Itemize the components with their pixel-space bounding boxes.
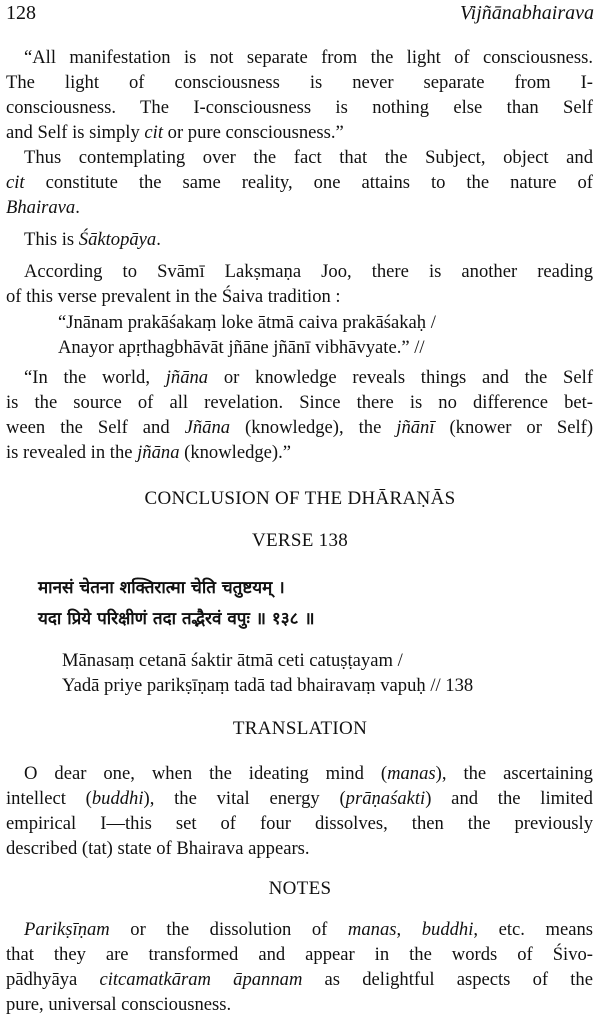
world-line-3: [6, 416, 593, 440]
notes-line-4: pure, universal consciousness.: [6, 994, 232, 1015]
world-line-4-post: (knowledge).”: [179, 442, 292, 463]
quote1-line-3: consciousness. The I-consciousness is nothing else than Self: [6, 97, 593, 118]
notes-line-1-post: , etc. means: [473, 919, 593, 940]
thus-line-2-rest: constitute the same reality, one attains to the nature of: [24, 172, 593, 193]
world-line-3-post: (knower or Self): [434, 417, 594, 438]
translation-line-3: empirical I—this set of four dissolves, then the previously: [6, 813, 593, 834]
quote1-line-1: “All manifestation is not separate from the light of consciousness.: [24, 47, 593, 68]
world-line-3-mid: (knowledge), the: [230, 417, 397, 438]
notes-line-1-sep: ,: [396, 919, 422, 940]
notes-line-2: that they are transformed and appear in the words of Śivo-: [6, 944, 593, 965]
pranasakti-term: prāṇaśakti: [345, 788, 426, 809]
world-line-3-pre: ween the Self and: [6, 417, 185, 438]
notes-line-1-mid: or the dissolution of: [109, 919, 348, 940]
quote1-line-2: The light of consciousness is never separate from I-: [6, 72, 593, 93]
notes-manas-term: manas: [347, 919, 397, 940]
world-line-1-pre: “In the world,: [24, 367, 166, 388]
notes-line-3-pre: pādhyāya: [6, 969, 100, 990]
jnana-capital-term: Jñāna: [184, 417, 231, 438]
sanskrit-line-2: यदा प्रिये परिक्षीणं तदा तद्भैरवं वपुः ॥ १३८ ॥: [38, 609, 315, 629]
world-line-4: [6, 441, 593, 465]
notes-line-3-post: as delightful aspects of the: [302, 969, 593, 990]
alt-verse-line-2: Anayor apṛthagbhāvāt jñāne jñānī vibhāvyate.” //: [58, 337, 425, 358]
manas-term: manas: [387, 763, 436, 784]
this-is-line: [24, 228, 593, 252]
thus-line-3-end: .: [75, 197, 80, 218]
translation-line-2-mid: ), the vital energy (: [143, 788, 346, 809]
translation-line-4: described (tat) state of Bhairava appears.: [6, 838, 310, 859]
world-line-4-pre: is revealed in the: [6, 442, 138, 463]
bhairava-term: Bhairava: [6, 197, 76, 218]
translation-line-2-post: ) and the limited: [425, 788, 593, 809]
quote1-line-4-pre: and Self is simply: [6, 122, 145, 143]
pariksinam-term: Parikṣīṇam: [24, 919, 110, 940]
jnana-term-2: jñāna: [137, 442, 180, 463]
translit-line-2: Yadā priye parikṣīṇaṃ tadā tad bhairavaṃ vapuḥ // 138: [62, 675, 474, 696]
world-line-2: is the source of all revelation. Since there is no difference bet-: [6, 392, 593, 413]
translation-line-1: [24, 762, 593, 786]
translit-line-1: Mānasaṃ cetanā śaktir ātmā ceti catuṣṭayam /: [62, 650, 403, 671]
notes-line-3: [6, 968, 593, 992]
quote1-cit-term: cit: [144, 122, 164, 143]
jnana-term: jñāna: [165, 367, 209, 388]
citcamatkaram-term: citcamatkāram āpannam: [99, 969, 303, 990]
translation-line-2-pre: intellect (: [6, 788, 92, 809]
translation-line-1-post: ), the ascertaining: [435, 763, 593, 784]
saktopaya-term: Śāktopāya: [78, 229, 157, 250]
section-heading: CONCLUSION OF THE DHĀRAṆĀS: [144, 488, 456, 509]
page-number: 128: [6, 2, 36, 24]
verse-heading: VERSE 138: [251, 530, 349, 551]
thus-cit-term: cit: [6, 172, 25, 193]
page-header: [6, 2, 594, 30]
quote1-line-4: [6, 121, 593, 145]
translation-heading: TRANSLATION: [232, 718, 368, 739]
thus-line-2: [6, 171, 593, 195]
translation-line-1-pre: O dear one, when the ideating mind (: [24, 763, 388, 784]
thus-line-3: [6, 196, 593, 220]
notes-buddhi-term: buddhi: [421, 919, 474, 940]
thus-line-1: Thus contemplating over the fact that the Subject, object and: [24, 147, 593, 168]
according-line-1: According to Svāmī Lakṣmaṇa Joo, there is another reading: [24, 261, 593, 282]
jnani-term: jñānī: [396, 417, 435, 438]
buddhi-term: buddhi: [91, 788, 144, 809]
this-is-suffix: .: [156, 229, 161, 250]
notes-heading: NOTES: [268, 878, 332, 899]
alt-verse-line-1: “Jnānam prakāśakaṃ loke ātmā caiva prakāśakaḥ /: [58, 312, 436, 333]
sanskrit-line-1: मानसं चेतना शक्तिरात्मा चेति चतुष्टयम् ।: [38, 578, 285, 598]
world-line-1: [24, 366, 593, 390]
this-is-prefix: This is: [24, 229, 79, 250]
world-line-1-post: or knowledge reveals things and the Self: [208, 367, 594, 388]
notes-line-1: [24, 918, 593, 942]
quote1-line-4-post: or pure consciousness.”: [163, 122, 344, 143]
according-line-2: of this verse prevalent in the Śaiva tradition :: [6, 286, 341, 307]
running-title: Vijñānabhairava: [459, 2, 594, 24]
translation-line-2: [6, 787, 593, 811]
